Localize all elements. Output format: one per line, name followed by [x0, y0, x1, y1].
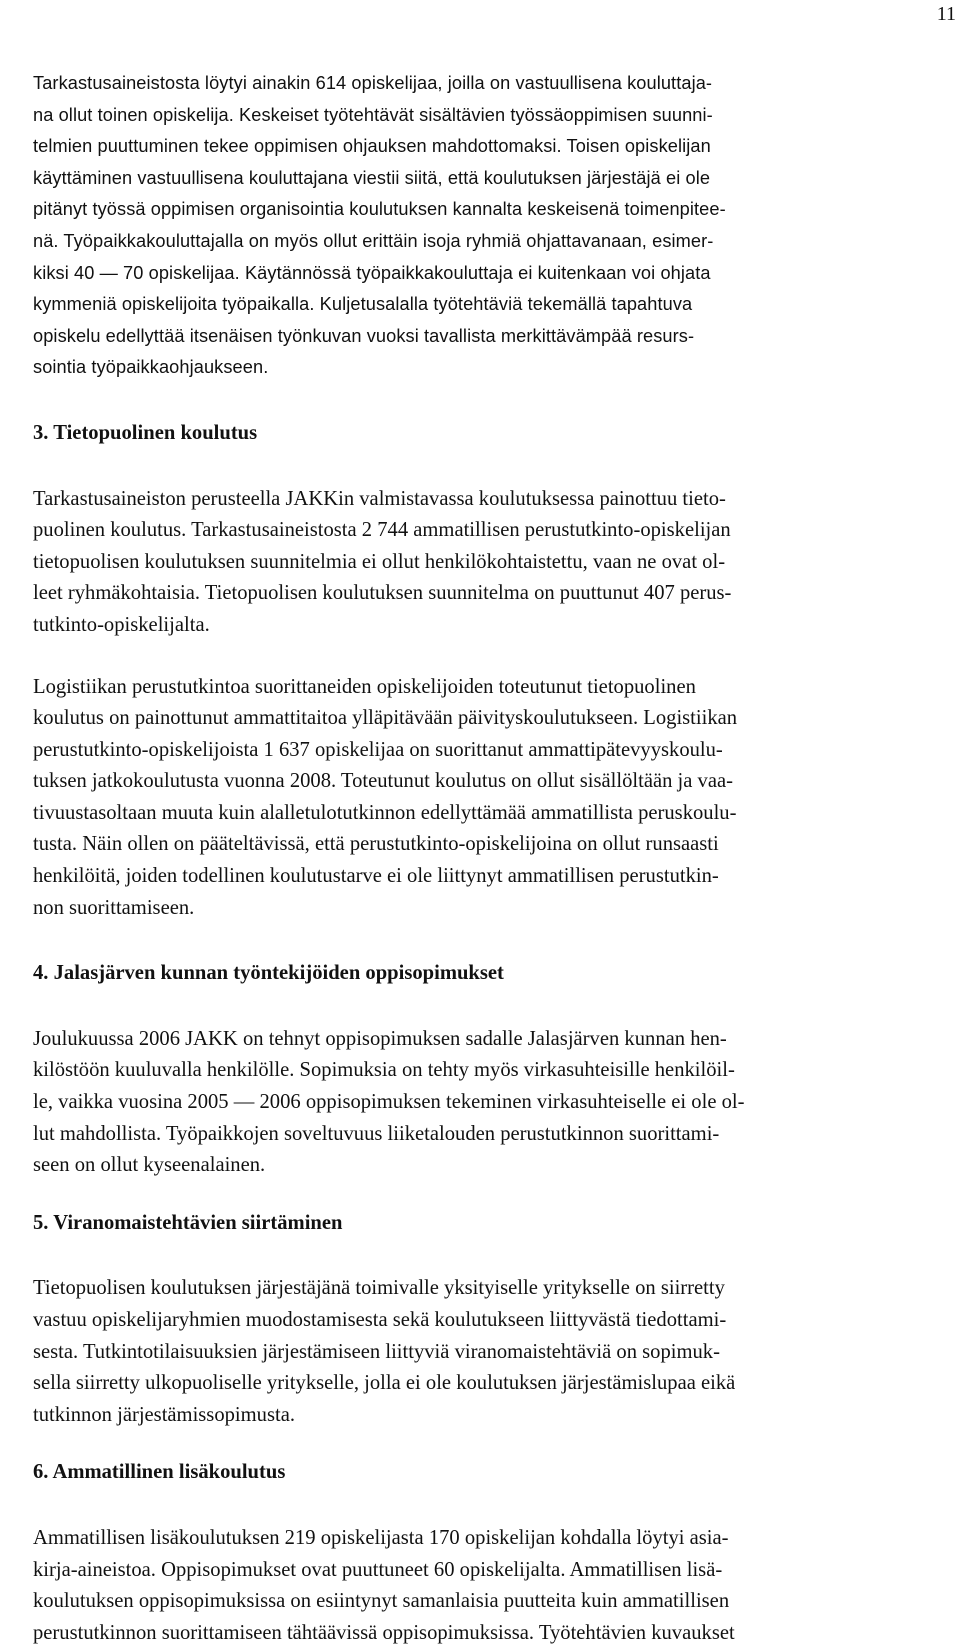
text-line: leet ryhmäkohtaisia. Tietopuolisen koulutuksen suunnitelma on puuttunut 407 perus-: [33, 582, 732, 605]
paragraph-lisakoulutus: [33, 1523, 941, 1649]
text-line: tivuustasoltaan muuta kuin alalletulotutkinnon edellyttämää ammatillista peruskoulu-: [33, 801, 737, 824]
text-line: sointia työpaikkaohjaukseen.: [33, 357, 269, 378]
text-line: telmien puuttuminen tekee oppimisen ohjauksen mahdottomaksi. Toisen opiskelijan: [33, 136, 711, 157]
text-line: Tarkastusaineiston perusteella JAKKin valmistavassa koulutuksessa painottuu tieto-: [33, 487, 726, 510]
text-line: tutkinto-opiskelijalta.: [33, 613, 210, 636]
text-line: Tietopuolisen koulutuksen järjestäjänä toimivalle yksityiselle yritykselle on siirretty: [33, 1277, 725, 1300]
text-line: tutkinnon järjestämissopimusta.: [33, 1403, 295, 1426]
paragraph-jalasjarvi-oppisopimukset: [33, 1024, 941, 1182]
text-line: Tarkastusaineistosta löytyi ainakin 614 opiskelijaa, joilla on vastuullisena kouluttaja-: [33, 73, 713, 93]
section-heading-lisakoulutus: 6. Ammatillinen lisäkoulutus: [33, 1461, 286, 1484]
text-line: Ammatillisen lisäkoulutuksen 219 opiskelijasta 170 opiskelijan kohdalla löytyi asia-: [33, 1526, 729, 1549]
text-line: kymmeniä opiskelijoita työpaikalla. Kuljetusalalla työtehtäviä tekemällä tapahtuva: [33, 294, 693, 315]
text-line: pitänyt työssä oppimisen organisointia koulutuksen kannalta keskeisenä toimenpitee-: [33, 199, 726, 220]
document-body: [33, 68, 941, 1649]
text-line: sesta. Tutkintotilaisuuksien järjestämiseen liittyviä viranomaistehtäviä on sopimuk-: [33, 1340, 720, 1363]
text-line: le, vaikka vuosina 2005 — 2006 oppisopimuksen tekeminen virkasuhteiselle ei ole ol-: [33, 1091, 745, 1114]
text-line: lut mahdollista. Työpaikkojen soveltuvuus liiketalouden perustutkinnon suorittami-: [33, 1122, 720, 1145]
text-line: koulutus on painottunut ammattitaitoa ylläpitävään päivityskoulutukseen. Logistiikan: [33, 707, 738, 730]
text-line: kilöstöön kuuluvalla henkilölle. Sopimuksia on tehty myös virkasuhteisille henkilöil-: [33, 1059, 735, 1082]
text-line: tusta. Näin ollen on pääteltävissä, että perustutkinto-opiskelijoina on ollut runsaasti: [33, 833, 719, 856]
paragraph-tietopuolinen-koulutus: [33, 484, 941, 642]
text-line: koulutuksen oppisopimuksissa on esiintynyt samanlaisia puutteita kuin ammatillisen: [33, 1590, 730, 1613]
page-number: 11: [936, 3, 956, 25]
text-line: tietopuolisen koulutuksen suunnitelmia ei ollut henkilökohtaistettu, vaan ne ovat ol-: [33, 550, 726, 573]
text-line: kirja-aineistoa. Oppisopimukset ovat puuttuneet 60 opiskelijalta. Ammatillisen lisä-: [33, 1558, 723, 1581]
text-line: henkilöitä, joiden todellinen koulutustarve ei ole liittynyt ammatillisen perustutkin-: [33, 865, 719, 888]
text-line: käyttäminen vastuullisena kouluttajana viestii siitä, että koulutuksen järjestäjä ei ole: [33, 167, 711, 188]
text-line: perustutkinnon suorittamiseen tähtäävissä oppisopimuksissa. Työtehtävien kuvaukset: [33, 1621, 735, 1644]
text-line: nä. Työpaikkakouluttajalla on myös ollut erittäin isoja ryhmiä ohjattavanaan, esimer-: [33, 230, 714, 251]
paragraph-tyopaikkakouluttaja: [33, 68, 941, 384]
text-line: Logistiikan perustutkintoa suorittaneiden opiskelijoiden toteutunut tietopuolinen: [33, 675, 696, 698]
section-heading-oppisopimukset: 4. Jalasjärven kunnan työntekijöiden oppisopimukset: [33, 962, 504, 985]
paragraph-viranomaistehtavat: [33, 1273, 941, 1431]
text-line: kiksi 40 — 70 opiskelijaa. Käytännössä työpaikkakouluttaja ei kuitenkaan voi ohjata: [33, 262, 711, 283]
text-line: non suorittamiseen.: [33, 896, 195, 919]
text-line: Joulukuussa 2006 JAKK on tehnyt oppisopimuksen sadalle Jalasjärven kunnan hen-: [33, 1027, 727, 1050]
text-line: sella siirretty ulkopuoliselle yritykselle, jolla ei ole koulutuksen järjestämislupaa eikä: [33, 1372, 736, 1395]
section-heading-viranomaistehtavat: 5. Viranomaistehtävien siirtäminen: [33, 1211, 343, 1234]
section-heading-tietopuolinen-koulutus: 3. Tietopuolinen koulutus: [33, 421, 258, 444]
text-line: tuksen jatkokoulutusta vuonna 2008. Toteutunut koulutus on ollut sisällöltään ja vaa-: [33, 770, 733, 793]
paragraph-logistiikan-perustutkinto: [33, 672, 941, 925]
text-line: na ollut toinen opiskelija. Keskeiset työtehtävät sisältävien työssäoppimisen suunni-: [33, 104, 713, 125]
text-line: opiskelu edellyttää itsenäisen työnkuvan vuoksi tavallista merkittävämpää resurs-: [33, 325, 695, 346]
text-line: seen on ollut kyseenalainen.: [33, 1154, 266, 1177]
text-line: vastuu opiskelijaryhmien muodostamisesta sekä koulutukseen liittyvästä tiedottami-: [33, 1309, 727, 1331]
text-line: perustutkinto-opiskelijoista 1 637 opiskelijaa on suorittanut ammattipätevyyskoulu-: [33, 738, 723, 761]
text-line: puolinen koulutus. Tarkastusaineistosta 2 744 ammatillisen perustutkinto-opiskelijan: [33, 519, 731, 542]
